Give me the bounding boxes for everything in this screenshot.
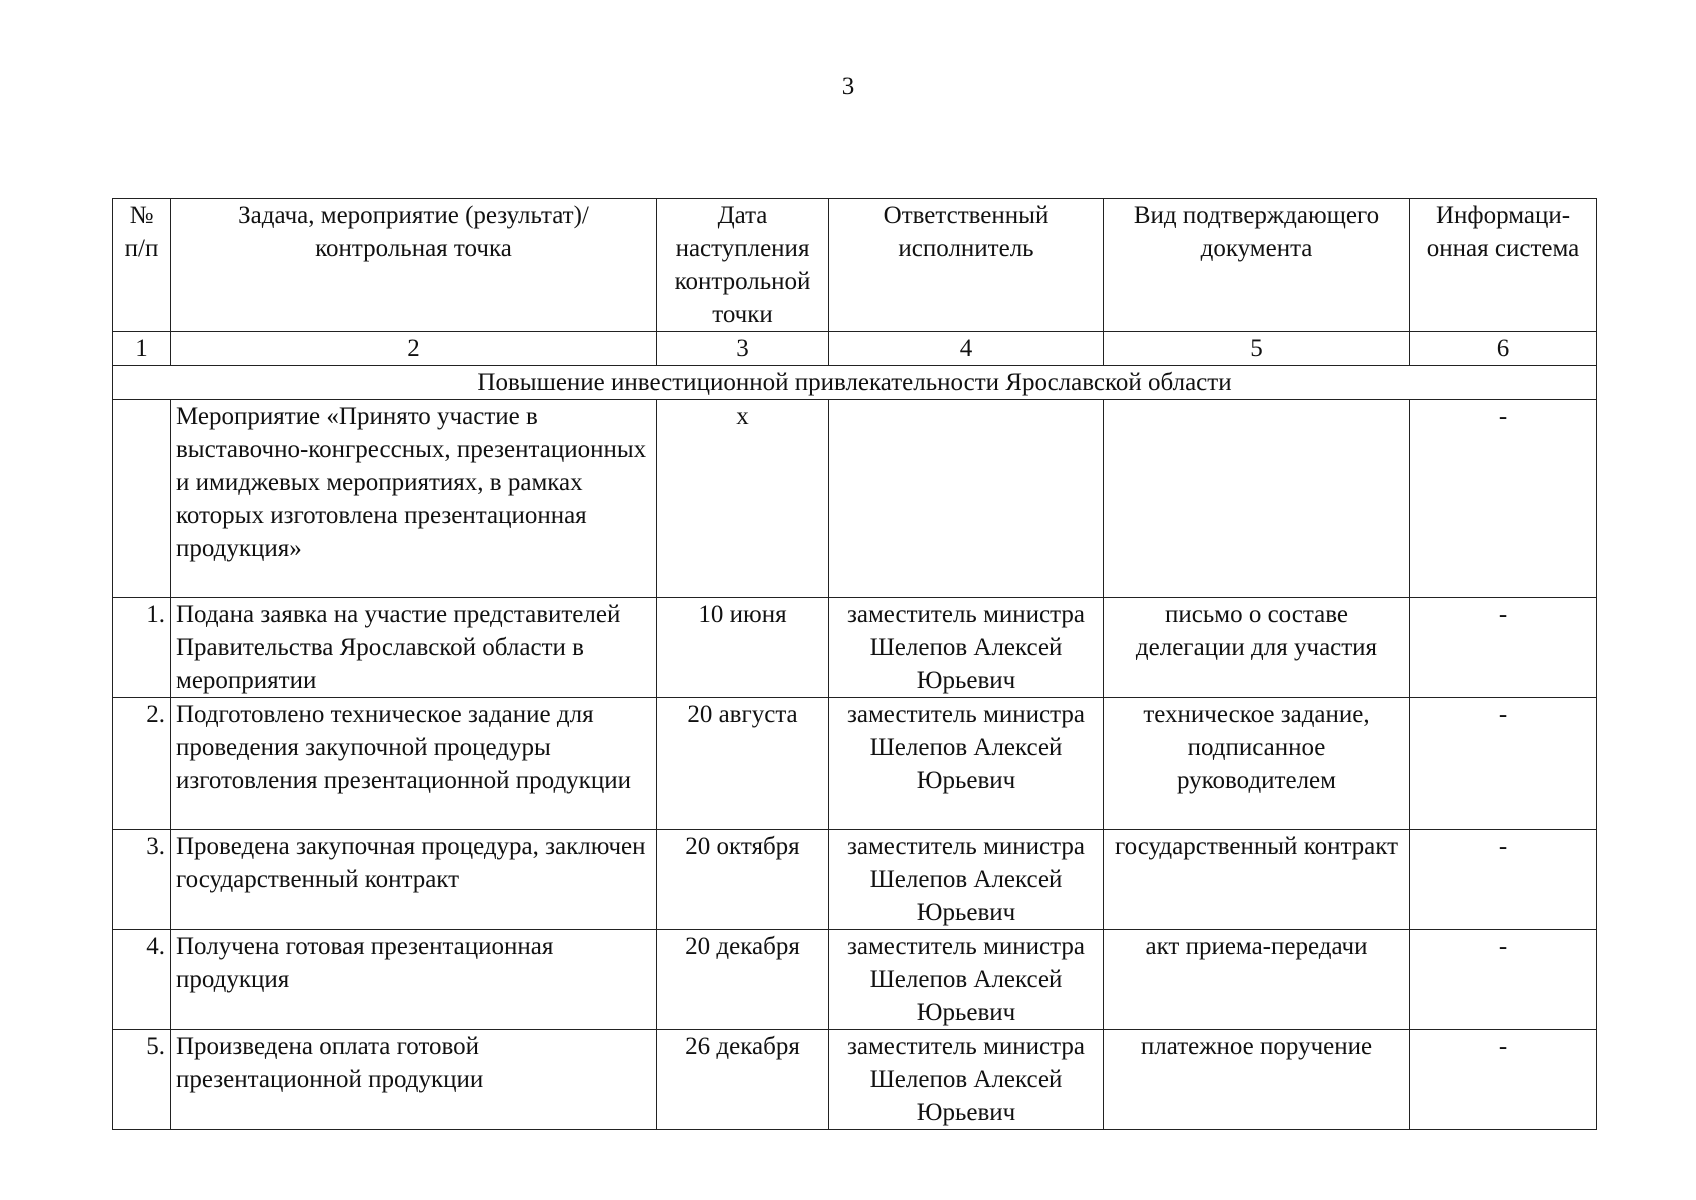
row-document: государственный контракт — [1104, 830, 1410, 930]
table-row — [113, 698, 1597, 830]
row-task: Произведена оплата готовой презентационной продукции — [171, 1030, 657, 1130]
row-number: 3. — [113, 830, 171, 930]
header-date: Дата наступления контрольной точки — [657, 199, 829, 332]
row-number: 4. — [113, 930, 171, 1030]
control-points-table — [112, 198, 1597, 1130]
row-date: 20 октября — [657, 830, 829, 930]
column-number: 4 — [829, 332, 1104, 366]
row-number — [113, 400, 171, 598]
row-responsible: заместитель министра Шелепов Алексей Юрьевич — [829, 930, 1104, 1030]
row-system: - — [1410, 1030, 1597, 1130]
row-task: Подана заявка на участие представителей Правительства Ярославской области в мероприятии — [171, 598, 657, 698]
row-system: - — [1410, 698, 1597, 830]
row-number: 5. — [113, 1030, 171, 1130]
header-document: Вид подтверждающего документа — [1104, 199, 1410, 332]
row-date: 26 декабря — [657, 1030, 829, 1130]
row-responsible: заместитель министра Шелепов Алексей Юрьевич — [829, 698, 1104, 830]
column-number: 5 — [1104, 332, 1410, 366]
row-system: - — [1410, 830, 1597, 930]
row-document: акт приема-передачи — [1104, 930, 1410, 1030]
section-row — [113, 366, 1597, 400]
row-date: х — [657, 400, 829, 598]
header-responsible: Ответственный исполнитель — [829, 199, 1104, 332]
row-responsible: заместитель министра Шелепов Алексей Юрьевич — [829, 830, 1104, 930]
row-task: Получена готовая презентационная продукция — [171, 930, 657, 1030]
table-row — [113, 1030, 1597, 1130]
section-title: Повышение инвестиционной привлекательности Ярославской области — [113, 366, 1597, 400]
row-responsible: заместитель министра Шелепов Алексей Юрьевич — [829, 1030, 1104, 1130]
row-system: - — [1410, 930, 1597, 1030]
row-number: 1. — [113, 598, 171, 698]
page-number: 3 — [841, 73, 855, 100]
row-responsible — [829, 400, 1104, 598]
row-date: 20 декабря — [657, 930, 829, 1030]
row-task: Проведена закупочная процедура, заключен государственный контракт — [171, 830, 657, 930]
row-document: техническое задание, подписанное руководителем — [1104, 698, 1410, 830]
row-system: - — [1410, 400, 1597, 598]
row-document: платежное поручение — [1104, 1030, 1410, 1130]
row-date: 20 августа — [657, 698, 829, 830]
column-number: 2 — [171, 332, 657, 366]
table-row — [113, 930, 1597, 1030]
column-number: 3 — [657, 332, 829, 366]
column-number: 1 — [113, 332, 171, 366]
header-number: № п/п — [113, 199, 171, 332]
row-task: Мероприятие «Принято участие в выставочно-конгрессных, презентационных и имиджевых мероприятиях, в рамках которых изготовлена презентационная продукция» — [171, 400, 657, 598]
row-task: Подготовлено техническое задание для проведения закупочной процедуры изготовления презентационной продукции — [171, 698, 657, 830]
table-row — [113, 598, 1597, 698]
row-date: 10 июня — [657, 598, 829, 698]
column-number: 6 — [1410, 332, 1597, 366]
table-row — [113, 830, 1597, 930]
header-system: Информаци- онная система — [1410, 199, 1597, 332]
header-task: Задача, мероприятие (результат)/ контрольная точка — [171, 199, 657, 332]
table-row — [113, 400, 1597, 598]
column-number-row — [113, 332, 1597, 366]
row-responsible: заместитель министра Шелепов Алексей Юрьевич — [829, 598, 1104, 698]
row-system: - — [1410, 598, 1597, 698]
row-document: письмо о составе делегации для участия — [1104, 598, 1410, 698]
row-number: 2. — [113, 698, 171, 830]
table-header-row — [113, 199, 1597, 332]
row-document — [1104, 400, 1410, 598]
